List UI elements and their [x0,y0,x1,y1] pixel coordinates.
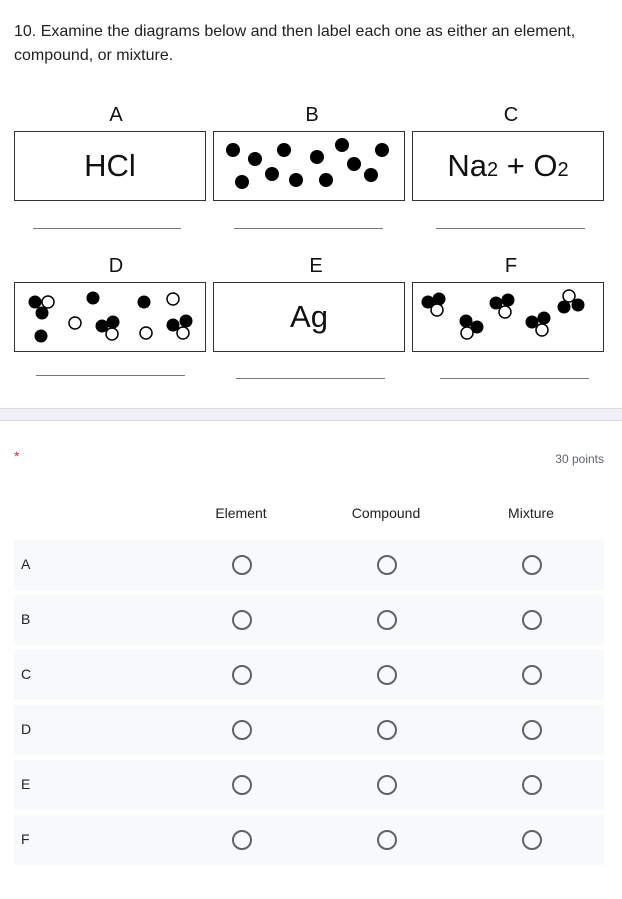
particle [347,157,361,171]
particle [277,143,291,157]
particle [572,299,585,312]
particle [461,327,473,339]
radio-c-mixture[interactable] [522,665,542,685]
row-label-a: A [21,556,31,572]
radio-f-compound[interactable] [377,830,397,850]
particle [107,316,120,329]
diagram-label-b: B [305,104,319,126]
radio-b-mixture[interactable] [522,610,542,630]
diagram-box-c [412,131,604,201]
grid-row-c [14,650,604,700]
row-label-c: C [21,666,32,682]
particle [375,143,389,157]
particle [558,301,571,314]
particles-f [413,283,605,353]
particle [364,168,378,182]
points-label: 30 points [555,452,604,466]
section-divider [0,408,622,421]
grid-row-f [14,815,604,865]
grid-row-e [14,760,604,810]
radio-e-compound[interactable] [377,775,397,795]
radio-e-element[interactable] [232,775,252,795]
row-label-b: B [21,611,31,627]
diagram-label-d: D [108,255,124,277]
particle [140,327,152,339]
particle [335,138,349,152]
particle [235,175,249,189]
particle [180,315,193,328]
grid-row-d [14,705,604,755]
answer-line-f [440,378,589,379]
particle [42,296,54,308]
particle [248,152,262,166]
answer-line-c [436,228,585,229]
particle [177,327,189,339]
column-header-mixture: Mixture [508,505,554,521]
radio-a-compound[interactable] [377,555,397,575]
diagram-box-f [412,282,604,352]
particle [29,296,42,309]
diagram-box-b [213,131,405,201]
particle [502,294,515,307]
formula-ag: Ag [290,299,328,334]
answer-line-a [33,228,181,229]
diagram-box-d [14,282,206,352]
radio-c-compound[interactable] [377,665,397,685]
particle [138,296,151,309]
grid-row-b [14,595,604,645]
question-text: 10. Examine the diagrams below and then label each one as either an element, compound, or mixture. [14,23,576,64]
radio-a-element[interactable] [232,555,252,575]
particle [106,328,118,340]
radio-e-mixture[interactable] [522,775,542,795]
diagram-label-f: F [504,255,518,277]
radio-c-element[interactable] [232,665,252,685]
diagram-box-a [14,131,206,201]
radio-d-element[interactable] [232,720,252,740]
particle [69,317,81,329]
particle [433,293,446,306]
radio-f-element[interactable] [232,830,252,850]
particle [167,293,179,305]
radio-f-mixture[interactable] [522,830,542,850]
answer-line-d [36,375,185,376]
particle [310,150,324,164]
diagram-label-e: E [309,255,323,277]
formula-hcl: HCl [84,148,136,183]
particle [499,306,511,318]
particles-d [15,283,207,353]
particle [265,167,279,181]
particle [460,315,473,328]
particle [87,292,100,305]
particles-b [214,132,406,202]
required-marker: * [14,448,20,464]
radio-d-compound[interactable] [377,720,397,740]
column-header-compound: Compound [351,505,421,521]
row-label-e: E [21,776,31,792]
particle [319,173,333,187]
radio-b-compound[interactable] [377,610,397,630]
particle [289,173,303,187]
particle [538,312,551,325]
radio-b-element[interactable] [232,610,252,630]
particle [36,307,49,320]
answer-line-e [236,378,385,379]
particle [536,324,548,336]
answer-line-b [234,228,383,229]
particle [226,143,240,157]
diagram-label-c: C [503,104,519,126]
radio-d-mixture[interactable] [522,720,542,740]
grid-row-a [14,540,604,590]
particle [35,330,48,343]
row-label-f: F [21,831,30,847]
column-header-element: Element [215,505,267,521]
formula-na2-o2: Na $_2$ + O $_2$ [447,148,569,183]
diagram-box-e [213,282,405,352]
row-label-d: D [21,721,32,737]
diagram-label-a: A [109,104,123,126]
particle [563,290,575,302]
particle [431,304,443,316]
radio-a-mixture[interactable] [522,555,542,575]
